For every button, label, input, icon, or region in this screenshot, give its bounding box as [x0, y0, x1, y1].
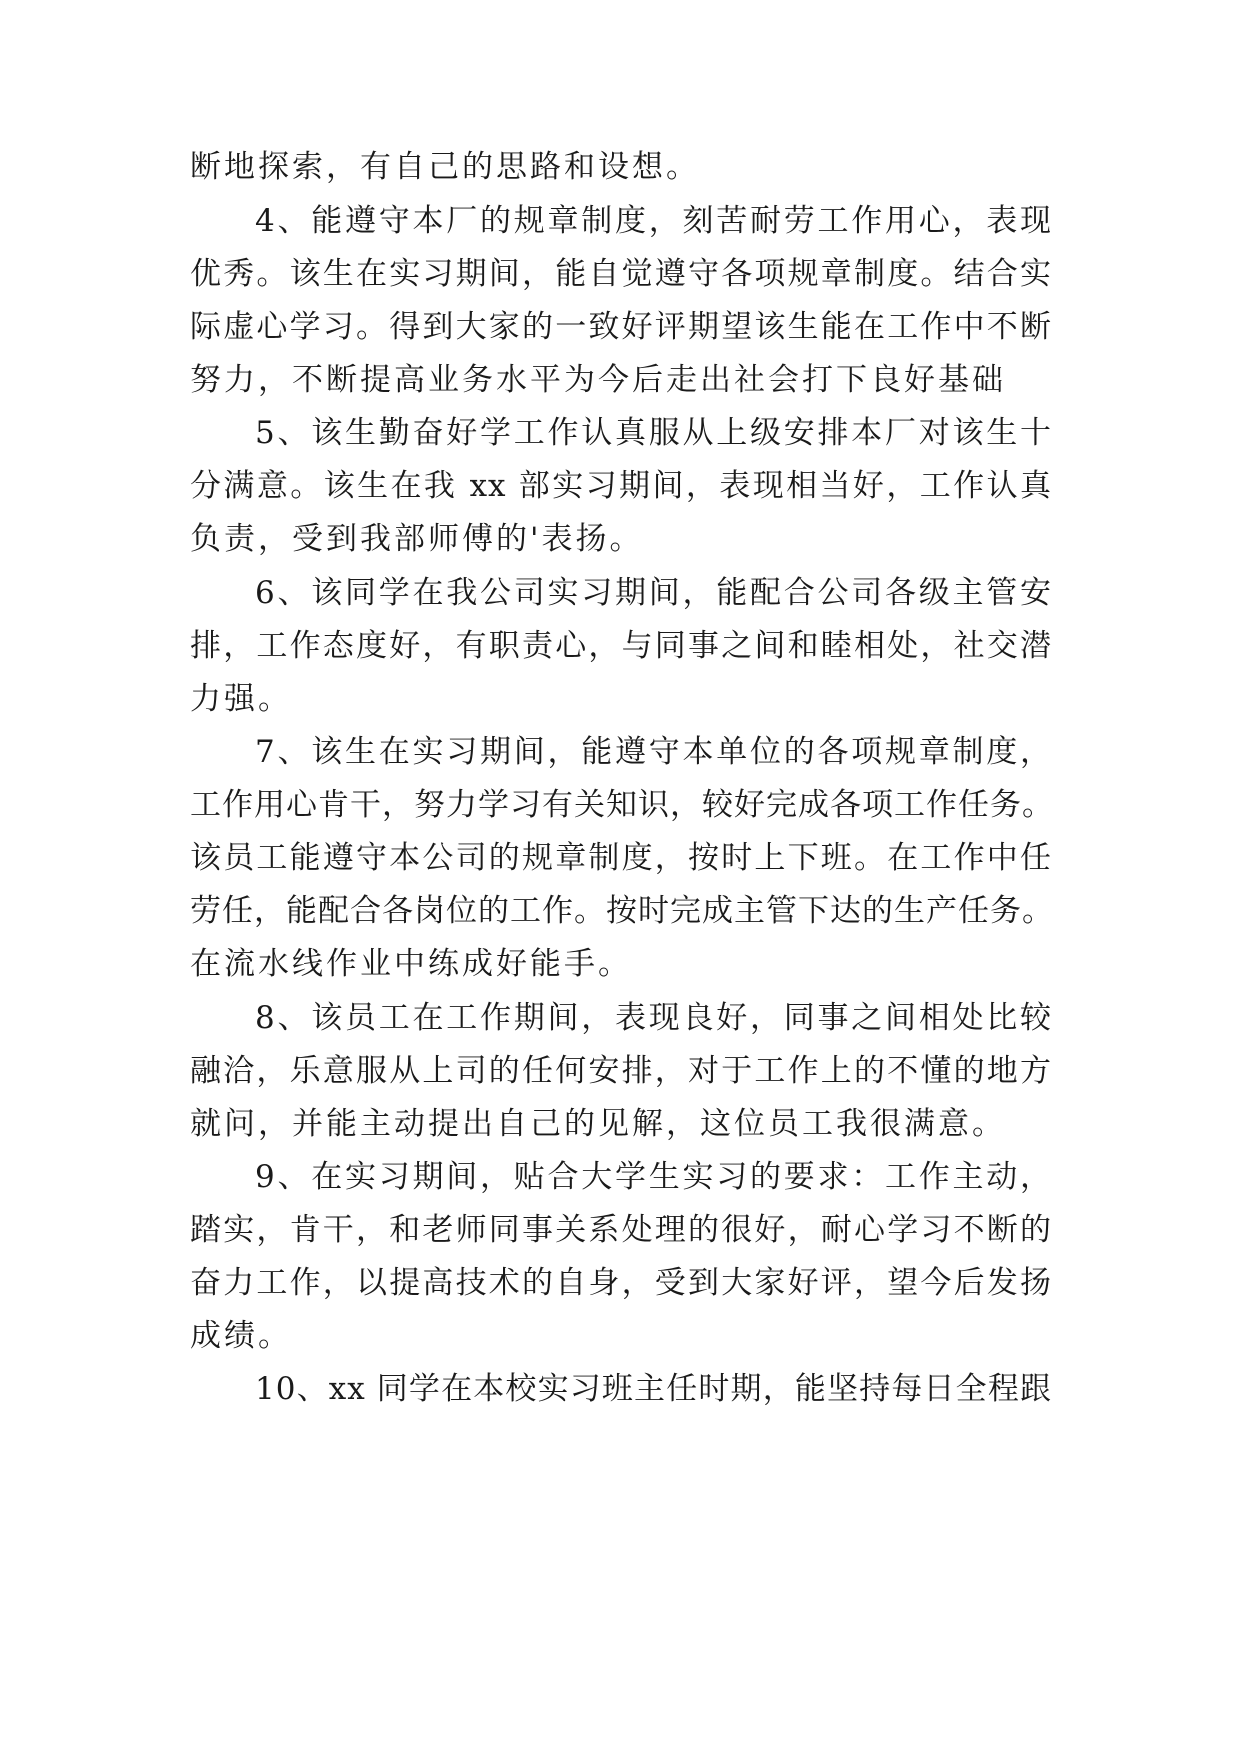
text-line: 奋力工作，以提高技术的自身，受到大家好评，望今后发扬 — [190, 1265, 1052, 1301]
document-page — [190, 0, 1052, 1754]
paragraph-8-line-1: 8、该员工在工作期间，表现良好，同事之间相处比较 — [255, 1000, 1052, 1036]
text-line: 排，工作态度好，有职责心，与同事之间和睦相处，社交潜 — [190, 628, 1052, 664]
text-line: 负责，受到我部师傅的'表扬。 — [190, 521, 644, 557]
text-line: 际虚心学习。得到大家的一致好评期望该生能在工作中不断 — [190, 309, 1052, 345]
text-line: 努力，不断提高业务水平为今后走出社会打下良好基础 — [190, 362, 1006, 398]
paragraph-10-line-1: 10、xx 同学在本校实习班主任时期，能坚持每日全程跟 — [255, 1371, 1052, 1407]
text-line: 踏实，肯干，和老师同事关系处理的很好，耐心学习不断的 — [190, 1212, 1052, 1248]
text-line: 断地探索，有自己的思路和设想。 — [190, 149, 700, 185]
paragraph-4-line-1: 4、能遵守本厂的规章制度，刻苦耐劳工作用心，表现 — [255, 203, 1052, 239]
text-line: 劳任，能配合各岗位的工作。按时完成主管下达的生产任务。 — [190, 893, 1054, 929]
paragraph-6-line-1: 6、该同学在我公司实习期间，能配合公司各级主管安 — [255, 575, 1052, 611]
paragraph-5-line-1: 5、该生勤奋好学工作认真服从上级安排本厂对该生十 — [255, 415, 1052, 451]
text-line: 该员工能遵守本公司的规章制度，按时上下班。在工作中任 — [190, 840, 1052, 876]
paragraph-7-line-1: 7、该生在实习期间，能遵守本单位的各项规章制度， — [255, 734, 1052, 770]
text-line: 分满意。该生在我 xx 部实习期间，表现相当好，工作认真 — [190, 468, 1052, 504]
text-line: 力强。 — [190, 681, 292, 717]
text-line: 优秀。该生在实习期间，能自觉遵守各项规章制度。结合实 — [190, 256, 1052, 292]
text-line: 成绩。 — [190, 1318, 292, 1354]
paragraph-9-line-1: 9、在实习期间，贴合大学生实习的要求：工作主动， — [255, 1159, 1052, 1195]
text-line: 就问，并能主动提出自己的见解，这位员工我很满意。 — [190, 1106, 1006, 1142]
text-line: 在流水线作业中练成好能手。 — [190, 946, 632, 982]
text-line: 工作用心肯干，努力学习有关知识，较好完成各项工作任务。 — [190, 787, 1054, 823]
text-line: 融洽，乐意服从上司的任何安排，对于工作上的不懂的地方 — [190, 1053, 1052, 1089]
